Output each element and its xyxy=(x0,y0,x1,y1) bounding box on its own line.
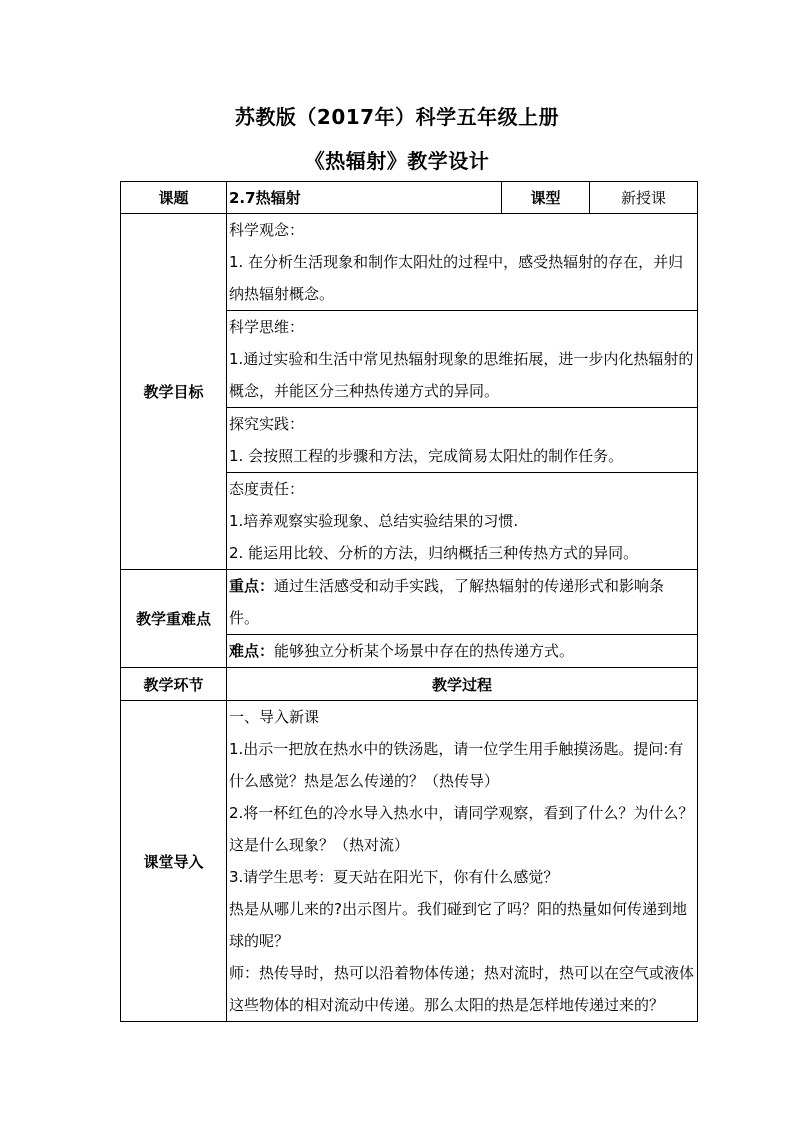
key-point-label: 重点： xyxy=(229,577,275,595)
key-point-row xyxy=(121,570,698,635)
process-content-header: 教学过程 xyxy=(227,668,698,701)
intro-content xyxy=(227,701,698,1022)
intro-label: 课堂导入 xyxy=(121,701,227,1022)
objective-heading: 科学观念： xyxy=(229,221,305,239)
lesson-plan-table xyxy=(120,181,698,1022)
objective-heading: 探究实践： xyxy=(229,415,305,433)
process-stage-header: 教学环节 xyxy=(121,668,227,701)
intro-paragraph: 1.出示一把放在热水中的铁汤匙，请一位学生用手触摸汤匙。提问:有什么感觉？热是怎么传递的？（热传导） xyxy=(229,740,684,790)
course-label: 课题 xyxy=(121,182,227,214)
objective-heading: 科学思维： xyxy=(229,318,305,336)
objective-line: 1. 在分析生活现象和制作太阳灶的过程中，感受热辐射的存在，并归纳热辐射概念。 xyxy=(229,253,684,303)
objective-group xyxy=(227,214,698,311)
intro-paragraph: 一、导入新课 xyxy=(229,708,320,726)
difficult-point-cell xyxy=(227,635,698,668)
intro-paragraph: 3.请学生思考：夏天站在阳光下，你有什么感觉？ xyxy=(229,868,559,886)
objective-group xyxy=(227,311,698,408)
course-row xyxy=(121,182,698,214)
intro-paragraph: 2.将一杯红色的冷水导入热水中，请同学观察，看到了什么？为什么？这是什么现象？（热对流） xyxy=(229,804,694,854)
course-value: 2.7热辐射 xyxy=(227,182,502,214)
objective-group xyxy=(227,473,698,570)
objective-heading: 态度责任： xyxy=(229,480,305,498)
difficult-point-label: 难点： xyxy=(229,642,275,660)
objective-row-science-concept xyxy=(121,214,698,311)
course-type-label: 课型 xyxy=(502,182,590,214)
objective-line: 1. 会按照工程的步骤和方法，完成简易太阳灶的制作任务。 xyxy=(229,447,624,465)
key-point-text: 通过生活感受和动手实践，了解热辐射的传递形式和影响条件。 xyxy=(229,577,665,627)
document-title: 苏教版（2017年）科学五年级上册 xyxy=(234,105,560,129)
objective-group xyxy=(227,408,698,473)
objective-line: 1.培养观察实验现象、总结实验结果的习惯. xyxy=(229,512,519,530)
course-type-value: 新授课 xyxy=(590,182,698,214)
document-subtitle: 《热辐射》教学设计 xyxy=(304,149,490,173)
objective-line: 1.通过实验和生活中常见热辐射现象的思维拓展，进一步内化热辐射的概念，并能区分三种热传递方式的异同。 xyxy=(229,350,694,400)
key-point-cell xyxy=(227,570,698,635)
intro-paragraph: 师：热传导时，热可以沿着物体传递；热对流时，热可以在空气或液体这些物体的相对流动中传递。那么太阳的热是怎样地传递过来的？ xyxy=(229,964,695,1014)
objective-line: 2. 能运用比较、分析的方法，归纳概括三种传热方式的异同。 xyxy=(229,544,639,562)
objectives-label: 教学目标 xyxy=(121,214,227,570)
intro-paragraph: 热是从哪儿来的?出示图片。我们碰到它了吗？阳的热量如何传递到地球的呢？ xyxy=(229,900,687,950)
process-header-row xyxy=(121,668,698,701)
key-points-label: 教学重难点 xyxy=(121,570,227,668)
intro-row xyxy=(121,701,698,1022)
difficult-point-text: 能够独立分析某个场景中存在的热传递方式。 xyxy=(274,642,575,660)
